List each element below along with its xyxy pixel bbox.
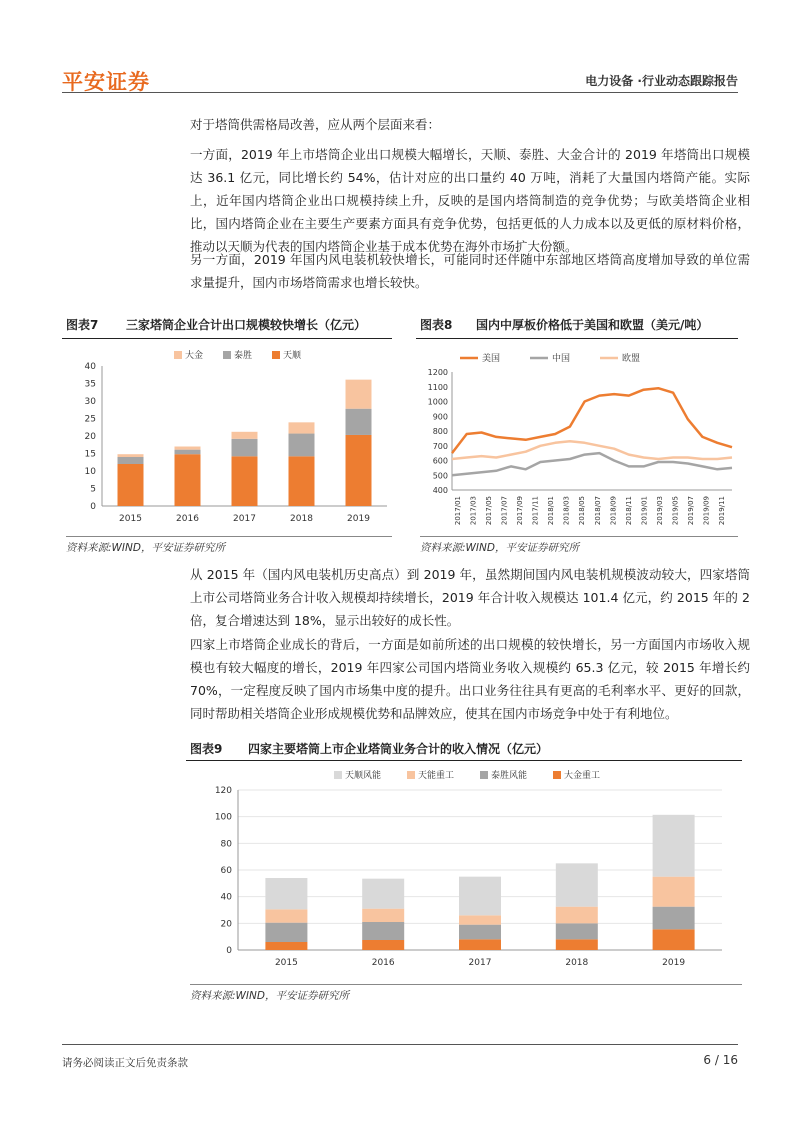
fig7-legend-swatch-0 [174,351,182,359]
fig9-bar-2015-2 [265,909,307,922]
fig8-xtick-8: 2018/05 [578,496,587,526]
fig9-source: 资料来源:WIND，平安证券研究所 [190,984,742,1003]
fig8-xtick-2: 2017/05 [484,496,493,526]
page-number: 6 / 16 [703,1053,738,1067]
fig7-label: 图表7 [66,318,99,332]
fig9-bar-2015-1 [265,923,307,942]
fig7-bar-2015-0 [118,464,144,506]
fig7-bar-2017-2 [232,432,258,439]
fig9-bar-2015-0 [265,942,307,950]
fig7-legend-label-1: 泰胜 [234,351,253,361]
fig9-ytick-4: 80 [220,839,232,850]
fig9-caption-rule [186,760,742,761]
fig8-ytick-0: 400 [432,486,448,495]
fig7-legend-label-0: 大金 [185,351,204,361]
fig7-bar-2017-1 [232,439,258,457]
fig9-xtick-0: 2015 [274,958,298,968]
paragraph-growth: 从 2015 年（国内风电装机历史高点）到 2019 年，虽然期间国内风电装机规模波动较大，四家塔筒上市公司塔筒业务合计收入规模却持续增长，2019 年合计收入规模达 101.4 亿元，约 2015 年的 2 倍，复合增速达到 18%，显示出较好的成长性。 [190,567,750,628]
fig8-series-2 [452,441,732,459]
fig9-bar-2018-2 [556,907,598,924]
fig8-ytick-1: 500 [432,471,448,481]
fig9-legend-swatch-3 [553,771,561,779]
fig8-xtick-4: 2017/09 [516,496,524,526]
fig9-xtick-3: 2018 [565,958,589,968]
fig7-xtick-0: 2015 [119,514,142,524]
fig8-legend-label-0: 美国 [482,354,501,364]
fig9-bar-2019-2 [653,877,695,907]
fig8-ytick-4: 800 [432,427,448,436]
fig9-bar-2016-0 [362,940,404,950]
fig8-xtick-17: 2019/11 [718,496,727,526]
fig7-chart [62,342,392,532]
fig8-source: 资料来源:WIND，平安证券研究所 [420,536,738,555]
fig9-legend-label-3: 大金重工 [564,771,601,781]
paragraph-drivers: 四家上市塔筒企业成长的背后，一方面是如前所述的出口规模的较快增长，另一方面国内市场收入规模也有较大幅度的增长，2019 年四家公司国内塔筒业务收入规模约 65.3 亿元，较 2015 年增长约 70%，一定程度反映了国内市场集中度的提升。出口业务往往具有更高的毛利率水平、更好的回款，同时帮助相关塔筒企业形成规模优势和品牌效应，使其在国内市场竞争中处于有利地位。 [190,637,750,721]
fig8-ytick-7: 1100 [427,382,448,392]
fig8-xtick-3: 2017/07 [500,496,509,526]
fig7-legend-label-2: 天顺 [283,351,302,361]
fig9-legend-label-2: 泰胜风能 [491,771,528,781]
fig9-xtick-4: 2019 [662,958,686,968]
fig7-ytick-3: 15 [84,449,96,460]
fig7-bar-2016-1 [175,450,201,455]
fig7-bar-2017-0 [232,456,258,506]
fig9-bar-2018-1 [556,923,598,939]
fig8-xtick-6: 2018/01 [547,496,556,526]
fig8-legend-label-2: 欧盟 [622,354,641,364]
fig9-legend-label-1: 天能重工 [418,771,455,781]
fig7-ytick-4: 20 [84,432,96,442]
fig7-caption-rule [62,338,392,339]
fig8-xtick-14: 2019/05 [671,496,680,526]
fig8-ytick-5: 900 [432,412,448,422]
fig7-ytick-5: 25 [84,414,96,425]
fig7-bar-2018-0 [289,456,315,506]
fig8-chart [416,342,738,532]
fig9-ytick-3: 60 [220,866,232,876]
fig8-xtick-7: 2018/03 [562,496,571,526]
fig9-legend-swatch-0 [334,771,342,779]
fig7-bar-2018-2 [289,422,315,433]
fig7-ytick-7: 35 [84,379,96,390]
fig9-chart [186,762,742,974]
fig9-bar-2016-3 [362,879,404,909]
fig8-ytick-8: 1200 [427,368,448,377]
fig9-ytick-2: 40 [220,892,232,903]
fig9-ytick-5: 100 [214,812,232,823]
fig8-caption-rule [416,338,738,339]
fig7-xtick-3: 2018 [290,514,313,524]
fig8-ytick-2: 600 [432,456,448,466]
fig9-bar-2017-3 [459,877,501,916]
fig9-legend-label-0: 天顺风能 [345,771,382,781]
fig7-bar-2016-2 [175,447,201,450]
fig7-bar-2016-0 [175,454,201,506]
fig8-xtick-12: 2019/01 [640,496,649,526]
fig8-xtick-16: 2019/09 [702,496,711,526]
fig7-xtick-1: 2016 [176,514,199,524]
fig9-bar-2018-3 [556,863,598,906]
fig7-xtick-4: 2019 [347,514,370,524]
fig7-legend-swatch-1 [223,351,231,359]
fig7-ytick-0: 0 [90,502,96,512]
fig7-title: 三家塔筒企业合计出口规模较快增长（亿元） [126,318,367,332]
fig7-bar-2019-0 [346,435,372,506]
fig9-bar-2019-1 [653,907,695,930]
fig7-bar-2015-2 [118,454,144,457]
fig7-bar-2019-1 [346,409,372,435]
fig9-bar-2017-0 [459,939,501,950]
fig9-bar-2015-3 [265,878,307,909]
fig7-ytick-6: 30 [84,397,96,407]
fig9-title: 四家主要塔筒上市企业塔筒业务合计的收入情况（亿元） [248,742,549,756]
paragraph-domestic: 另一方面，2019 年国内风电装机较快增长，可能同时还伴随中东部地区塔筒高度增加导致的单位需求量提升，国内市场塔筒需求也增长较快。 [190,252,750,290]
fig8-xtick-1: 2017/03 [469,496,478,526]
fig9-legend-swatch-2 [480,771,488,779]
fig7-ytick-2: 10 [84,467,96,477]
fig7-legend-swatch-2 [272,351,280,359]
fig8-ytick-3: 700 [432,441,448,451]
fig9-label: 图表9 [190,742,223,756]
fig7-ytick-8: 40 [84,362,96,372]
fig7-bar-2015-1 [118,457,144,464]
fig7-source: 资料来源:WIND，平安证券研究所 [66,536,392,555]
fig9-ytick-0: 0 [226,946,232,956]
fig7-xtick-2: 2017 [233,514,256,524]
header-divider [62,92,738,93]
paragraph-intro: 对于塔筒供需格局改善，应从两个层面来看： [190,117,441,132]
fig8-xtick-0: 2017/01 [453,496,462,526]
fig9-ytick-1: 20 [220,919,232,930]
fig9-ytick-6: 120 [214,786,232,796]
fig8-xtick-5: 2017/11 [531,496,540,526]
fig9-bar-2017-2 [459,915,501,924]
fig8-xtick-9: 2018/07 [593,496,602,526]
fig9-xtick-1: 2016 [371,958,395,968]
fig8-label: 图表8 [420,318,453,332]
fig9-bar-2018-0 [556,939,598,950]
fig9-xtick-2: 2017 [468,958,492,968]
fig7-bar-2018-1 [289,434,315,457]
footer-disclaimer: 请务必阅读正文后免责条款 [62,1057,188,1069]
fig8-title: 国内中厚板价格低于美国和欧盟（美元/吨） [476,318,709,332]
fig9-bar-2019-0 [653,929,695,950]
fig9-bar-2016-2 [362,909,404,922]
brand-logo: 平安证券 [62,70,150,94]
fig9-bar-2017-1 [459,925,501,940]
fig8-ytick-6: 1000 [427,397,448,407]
fig8-xtick-15: 2019/07 [687,496,696,526]
fig8-xtick-13: 2019/03 [656,496,664,526]
fig8-legend-label-1: 中国 [552,354,571,364]
fig7-bar-2019-2 [346,380,372,409]
fig9-bar-2016-1 [362,922,404,940]
fig8-xtick-10: 2018/09 [609,496,618,526]
paragraph-export: 一方面，2019 年上市塔筒企业出口规模大幅增长，天顺、泰胜、大金合计的 2019 年塔筒出口规模达 36.1 亿元，同比增长约 54%，估计对应的出口量约 40 万吨，消耗了大量国内塔筒产能。实际上，近年国内塔筒企业出口规模持续上升，反映的是国内塔筒制造的竞争优势；与欧美塔筒企业相比，国内塔筒企业在主要生产要素方面具有竞争优势，包括更低的人力成本以及更低的原材料价格，推动以天顺为代表的国内塔筒企业基于成本优势在海外市场扩大份额。 [190,147,750,254]
report-category: 电力设备 ·行业动态跟踪报告 [585,74,738,88]
fig7-ytick-1: 5 [90,484,96,495]
footer-divider [62,1044,738,1045]
fig9-bar-2019-3 [653,815,695,877]
fig9-legend-swatch-1 [407,771,415,779]
fig8-xtick-11: 2018/11 [624,496,633,526]
